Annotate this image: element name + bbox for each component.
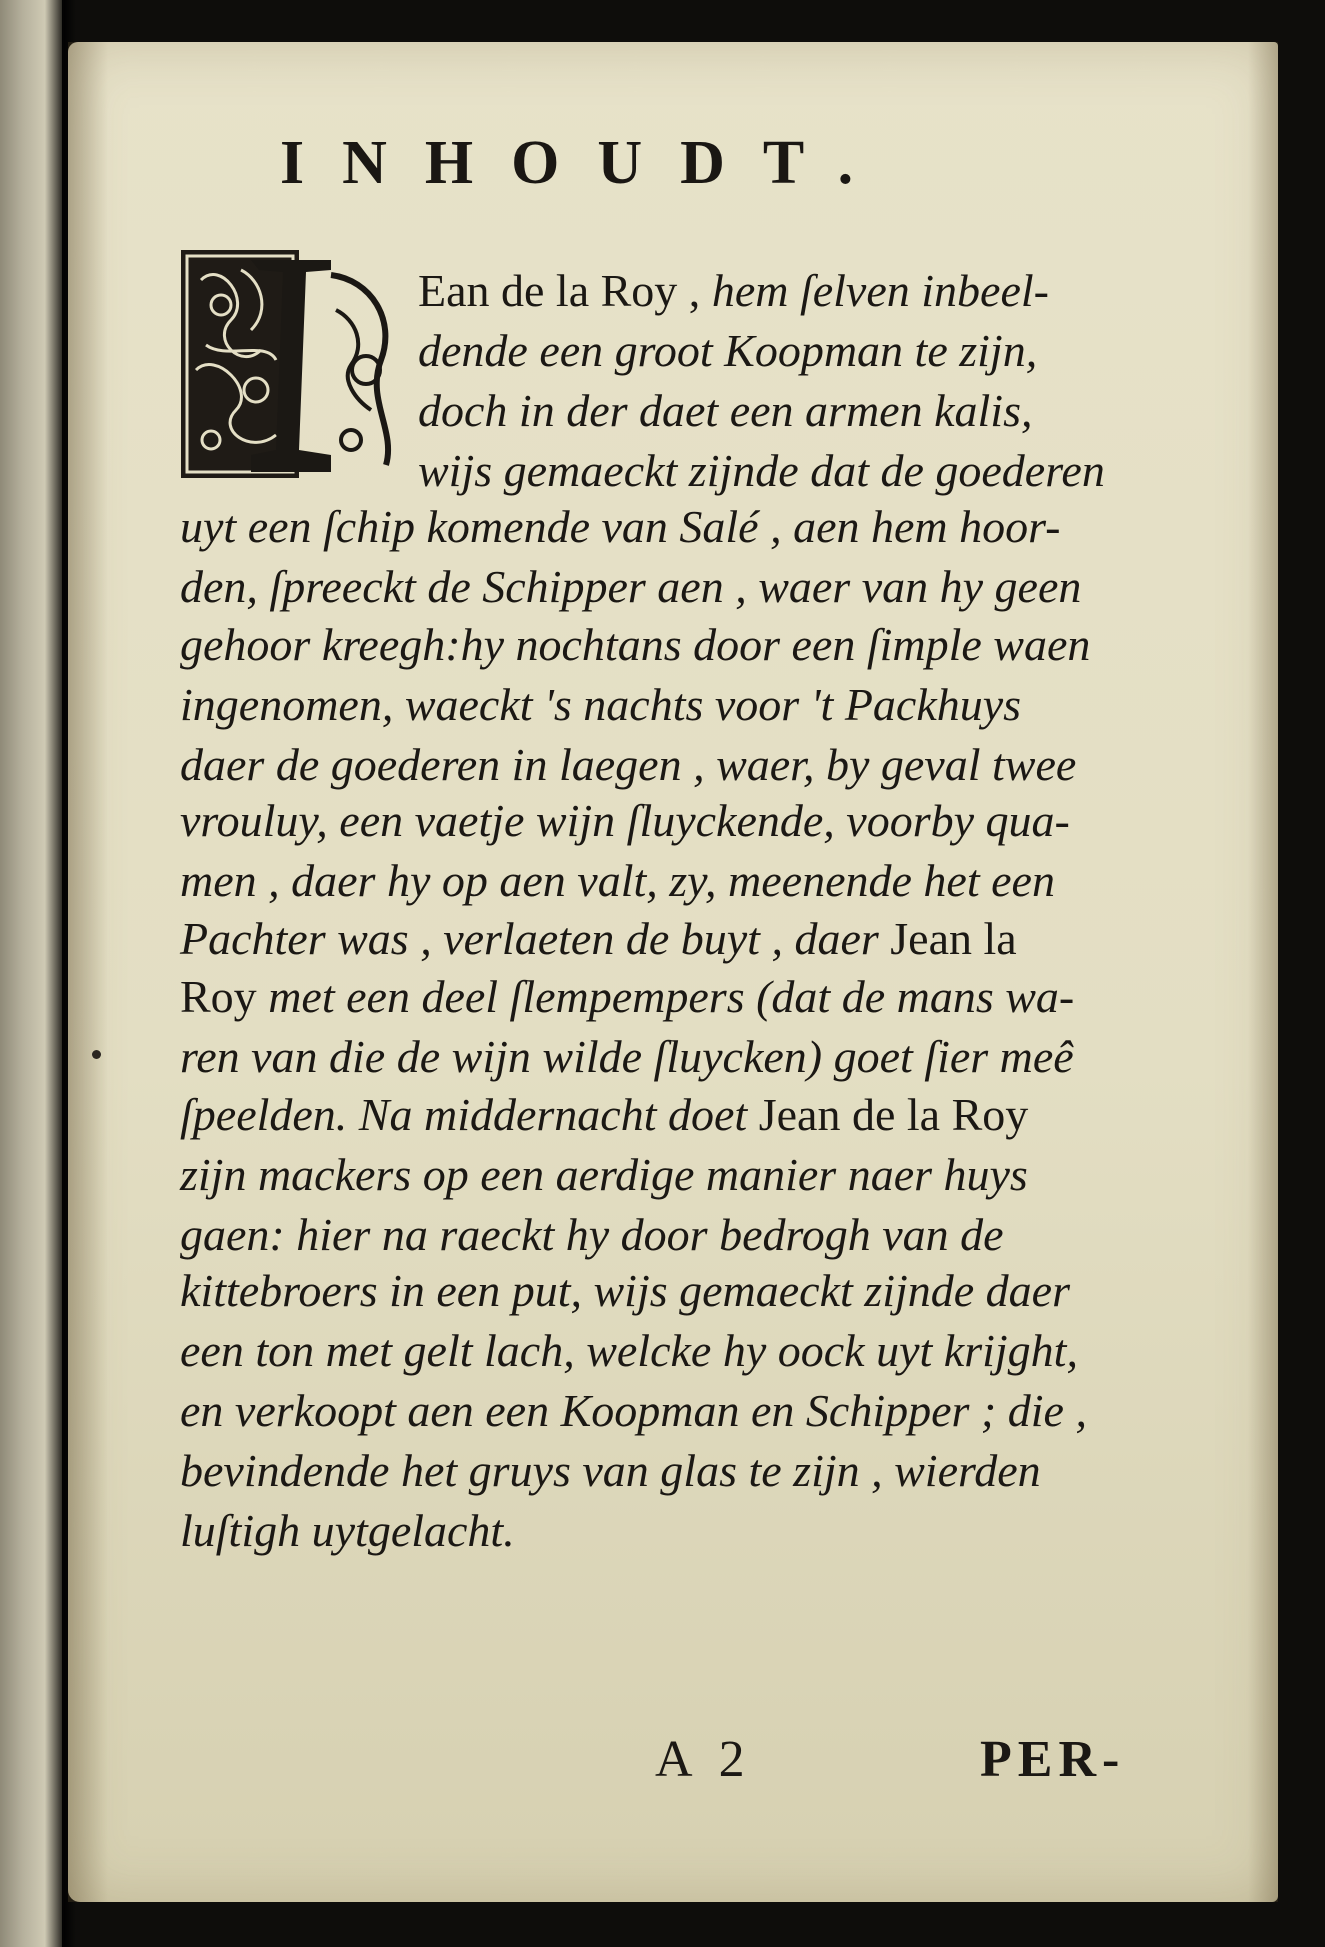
text-line	[180, 619, 1091, 670]
ink-speck	[92, 1050, 101, 1059]
page-footer	[640, 1730, 1200, 1790]
text-line	[180, 739, 1077, 790]
italic-text: doch in der daet een armen kalis,	[418, 385, 1033, 436]
page-heading: INHOUDT.	[280, 129, 892, 197]
italic-text: ren van die de wijn wilde ſluycken) goet ſier meê	[180, 1031, 1074, 1082]
text-line	[418, 325, 1038, 376]
italic-text: met een deel ſlempempers (dat de mans wa-	[256, 971, 1075, 1022]
text-line	[180, 1209, 1004, 1260]
text-line	[180, 1445, 1041, 1496]
italic-text: men , daer hy op aen valt, zy, meenende het een	[180, 855, 1055, 906]
italic-text: ſpeelden. Na middernacht doet	[180, 1089, 759, 1140]
catchword: PER-	[980, 1731, 1126, 1788]
text-line	[180, 795, 1070, 846]
italic-text: kittebroers in een put, wijs gemaeckt zijnde daer	[180, 1265, 1070, 1316]
text-line	[418, 385, 1033, 436]
text-line	[180, 1385, 1087, 1436]
italic-text: hem ſelven inbeel-	[700, 265, 1049, 316]
text-line	[418, 265, 1049, 316]
text-line	[180, 561, 1082, 612]
italic-text: zijn mackers op een aerdige manier naer huys	[180, 1149, 1028, 1200]
text-line	[418, 445, 1105, 496]
italic-text: den, ſpreeckt de Schipper aen , waer van hy geen	[180, 561, 1082, 612]
signature-mark: A 2	[655, 1731, 753, 1788]
text-line	[180, 501, 1061, 552]
text-line	[180, 1031, 1074, 1082]
text-line	[180, 1505, 515, 1556]
italic-text: dende een groot Koopman te zijn,	[418, 325, 1038, 376]
previous-page-edge	[0, 0, 64, 1947]
text-line	[180, 1089, 1029, 1140]
italic-text: vrouluy, een vaetje wijn ſluyckende, voorby qua-	[180, 795, 1070, 846]
text-line	[180, 855, 1055, 906]
roman-text: Roy	[180, 971, 257, 1022]
italic-text: en verkoopt aen een Koopman en Schipper ; die ,	[180, 1385, 1087, 1436]
italic-text: gaen: hier na raeckt hy door bedrogh van de	[180, 1209, 1004, 1260]
roman-text: Jean la	[890, 913, 1017, 964]
italic-text: luſtigh uytgelacht.	[180, 1505, 515, 1556]
italic-text: wijs gemaeckt zijnde dat de goederen	[418, 445, 1105, 496]
text-line	[180, 679, 1022, 730]
italic-text: uyt een ſchip komende van Salé , aen hem hoor-	[180, 501, 1061, 552]
decorated-initial-letter	[181, 250, 403, 478]
italic-text: ingenomen, waeckt 's nachts voor 't Packhuys	[180, 679, 1022, 730]
italic-text: Pachter was , verlaeten de buyt , daer	[180, 913, 891, 964]
text-line	[180, 1265, 1070, 1316]
italic-text: bevindende het gruys van glas te zijn , wierden	[180, 1445, 1041, 1496]
italic-text: daer de goederen in laegen , waer, by geval twee	[180, 739, 1077, 790]
text-line	[180, 1149, 1028, 1200]
roman-text: Ean de la Roy ,	[418, 265, 701, 316]
italic-text: gehoor kreegh:hy nochtans door een ſimple waen	[180, 619, 1091, 670]
text-line	[180, 971, 1075, 1022]
italic-text: een ton met gelt lach, welcke hy oock uyt krijght,	[180, 1325, 1078, 1376]
roman-text: Jean de la Roy	[758, 1089, 1029, 1140]
text-line	[180, 913, 1017, 964]
text-line	[180, 1325, 1078, 1376]
